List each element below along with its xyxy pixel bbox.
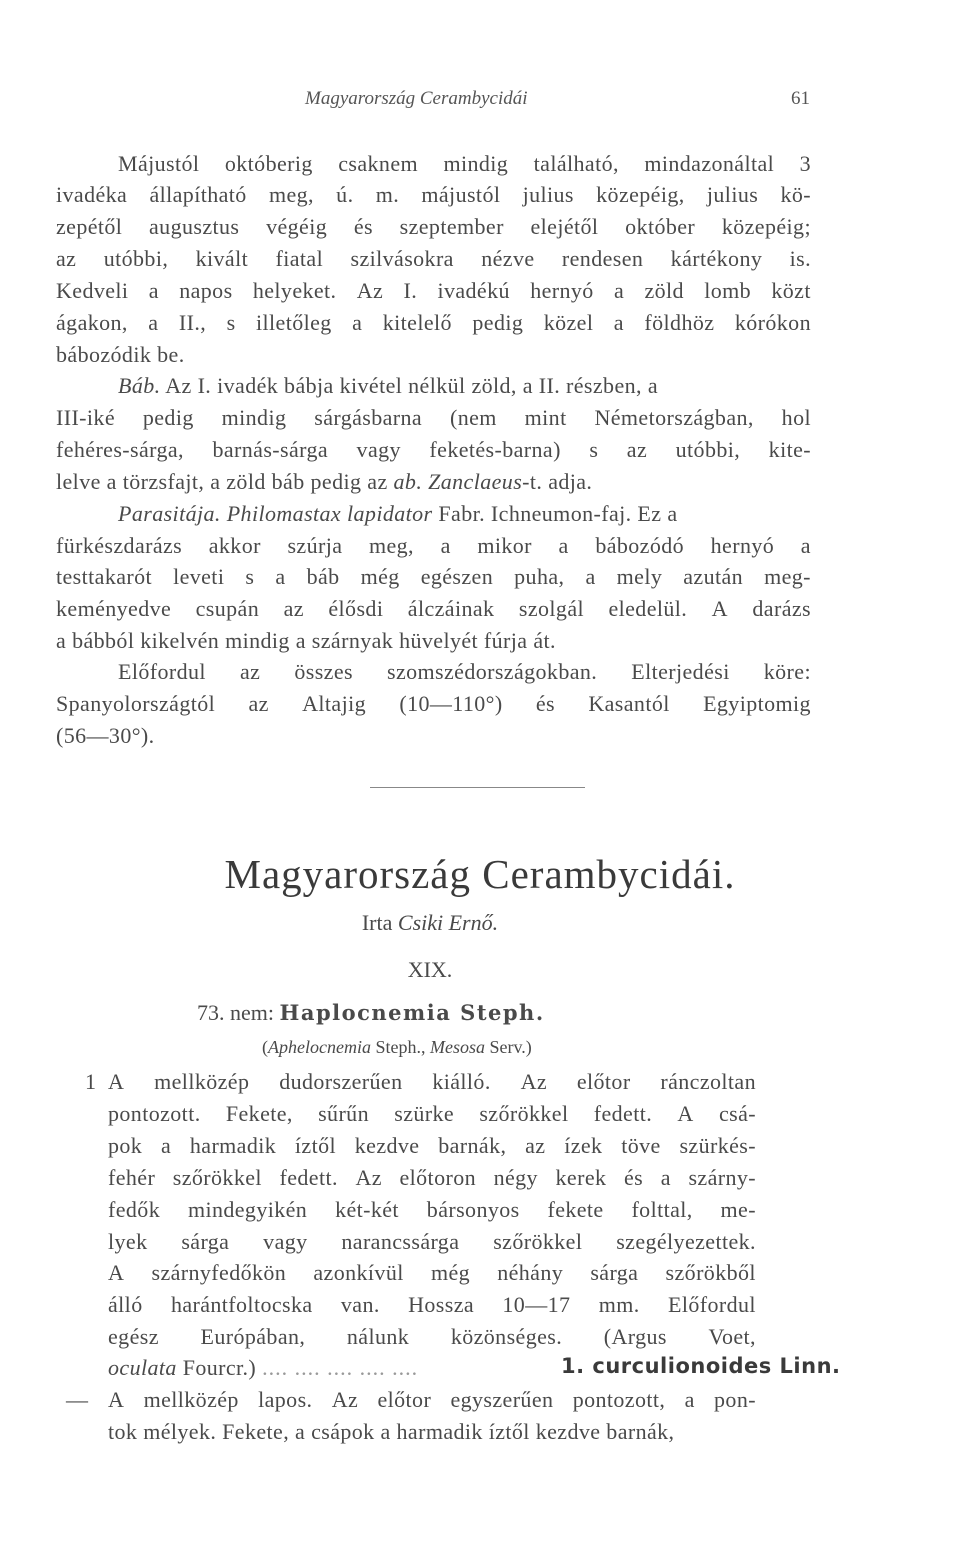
author-line: Irta Csiki Ernő. bbox=[361, 910, 499, 935]
page-number: 61 bbox=[791, 88, 810, 109]
text-line: testtakarót leveti s a báb még egészen puha, a mely azután meg- bbox=[56, 564, 811, 589]
text-line: Kedveli a napos helyeket. Az I. ivadékú hernyó a zöld lomb közt bbox=[56, 278, 811, 303]
text-line: bábozódik be. bbox=[56, 342, 185, 367]
key-line: oculata Fourcr.) .... .... .... .... .... bbox=[108, 1355, 419, 1380]
text-line: Májustól októberig csaknem mindig található, mindazonáltal 3 bbox=[118, 151, 811, 176]
author-name: Csiki Ernő. bbox=[397, 910, 499, 935]
species-result: 1. curculionoides Linn. bbox=[561, 1354, 841, 1378]
text-line: Parasitája. Philomastax lapidator Fabr. Ichneumon-faj. Ez a bbox=[118, 501, 678, 526]
subheading-parasite: Parasitája. bbox=[118, 501, 221, 526]
key-line: fedők mindegyikén két-két bársonyos fekete folttal, me- bbox=[108, 1197, 756, 1222]
text-line: az utóbbi, kivált fiatal szilvásokra nézve rendesen kártékony is. bbox=[56, 246, 811, 271]
section-divider bbox=[370, 787, 585, 788]
text-line: a bábból kikelvén mindig a szárnyak hüvelyét fúrja át. bbox=[56, 628, 556, 653]
leader-dots: .... .... .... .... .... bbox=[262, 1355, 419, 1380]
text-line: Spanyolországtól az Altajig (10—110°) és Kasantól Egyiptomig bbox=[56, 691, 811, 716]
key-line: egész Európában, nálunk közönséges. (Argus Voet, bbox=[108, 1324, 756, 1349]
part-number: XIX. bbox=[407, 957, 453, 982]
text-line: Előfordul az összes szomszédországokban. Elterjedési köre: bbox=[118, 659, 811, 684]
text-line: Báb. Az I. ivadék bábja kivétel nélkül zöld, a II. részben, a bbox=[118, 373, 658, 398]
text-line: ágakon, a II., s illetőleg a kitelelő pedig közel a földhöz kórókon bbox=[56, 310, 811, 335]
text-line: zepétől augusztus végéig és szeptember elejétől október közepéig; bbox=[56, 214, 811, 239]
key-line: fehér szőrökkel fedett. Az előtoron négy kerek és a szárny- bbox=[108, 1165, 756, 1190]
running-head bbox=[0, 88, 960, 112]
text-line: keményedve csupán az élősdi álczáinak szolgál eledelül. A darázs bbox=[56, 596, 811, 621]
genus-name: Haplocnemia Steph. bbox=[279, 1000, 545, 1025]
key-number: 1 bbox=[85, 1069, 97, 1094]
key-dash: — bbox=[66, 1387, 89, 1412]
key-line: A szárnyfedőkön azonkívül még néhány sárga szőrökből bbox=[108, 1260, 756, 1285]
key-line: A mellközép lapos. Az előtor egyszerűen pontozott, a pon- bbox=[108, 1387, 756, 1412]
subheading-pupa: Báb. bbox=[118, 373, 161, 398]
key-line: A mellközép dudorszerűen kiálló. Az előtor ránczoltan bbox=[108, 1069, 756, 1094]
key-line: álló harántfoltocska van. Hossza 10—17 mm. Előfordul bbox=[108, 1292, 756, 1317]
text-line: fürkészdarázs akkor szúrja meg, a mikor a bábozódó hernyó a bbox=[56, 533, 811, 558]
key-line: pontozott. Fekete, sűrűn szürke szőrökkel fedett. A csá- bbox=[108, 1101, 756, 1126]
text-line: III-iké pedig mindig sárgásbarna (nem mint Németországban, hol bbox=[56, 405, 811, 430]
key-line: lyek sárga vagy narancssárga szőrökkel szegélyezettek. bbox=[108, 1229, 756, 1254]
running-head-title: Magyarország Cerambycidái bbox=[305, 88, 528, 109]
text-line: (56—30°). bbox=[56, 723, 155, 748]
genus-synonyms: (Aphelocnemia Steph., Mesosa Serv.) bbox=[262, 1037, 532, 1057]
key-line: tok mélyek. Fekete, a csápok a harmadik íztől kezdve barnák, bbox=[108, 1419, 675, 1444]
text-line: ivadéka állapítható meg, ú. m. májustól julius közepéig, julius kö- bbox=[56, 182, 811, 207]
text-line: fehéres-sárga, barnás-sárga vagy feketés-barna) s az utóbbi, kite- bbox=[56, 437, 811, 462]
section-title: Magyarország Cerambycidái. bbox=[224, 851, 736, 897]
key-line: pok a harmadik íztől kezdve barnák, az ízek töve szürkés- bbox=[108, 1133, 756, 1158]
text-line: lelve a törzsfajt, a zöld báb pedig az ab. Zanclaeus-t. adja. bbox=[56, 469, 593, 494]
genus-heading: 73. nem: Haplocnemia Steph. bbox=[197, 1000, 545, 1025]
